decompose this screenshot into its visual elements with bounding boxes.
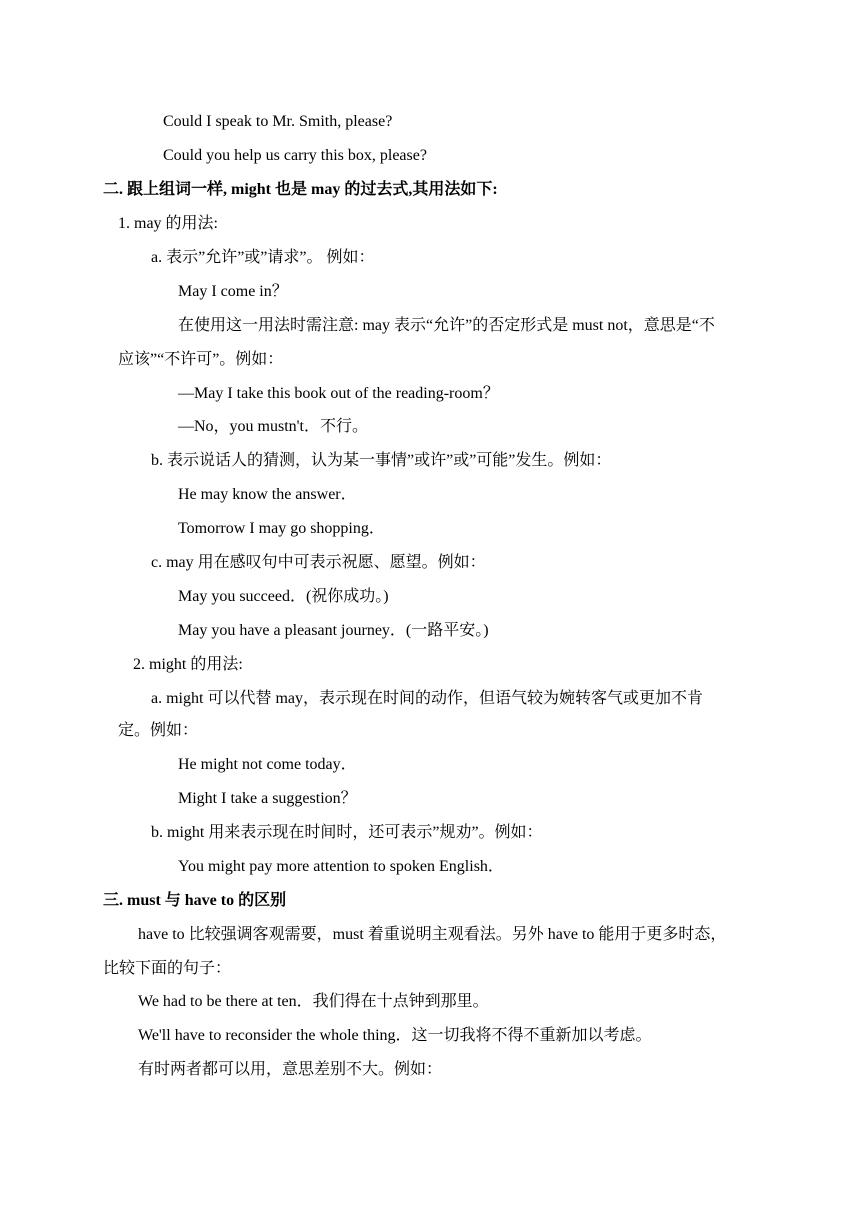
example-sentence: Could I speak to Mr. Smith, please? (163, 113, 393, 130)
section-heading: 二. 跟上组词一样, might 也是 may 的过去式,其用法如下: (103, 181, 498, 198)
example-sentence: We had to be there at ten．我们得在十点钟到那里。 (138, 993, 489, 1010)
usage-point-continued: 定。例如： (118, 722, 199, 739)
example-sentence: We'll have to reconsider the whole thing．这一切我将不得不重新加以考虑。 (138, 1027, 652, 1044)
body-paragraph: 有时两者都可以用，意思差别不大。例如： (138, 1061, 443, 1078)
note-paragraph-continued: 应该”“不许可”。例如： (118, 351, 284, 368)
example-sentence: Might I take a suggestion？ (178, 790, 357, 807)
subsection-heading: 1. may 的用法: (118, 215, 218, 232)
subsection-heading: 2. might 的用法: (133, 656, 243, 673)
example-sentence: —May I take this book out of the reading-room？ (178, 385, 499, 402)
body-paragraph-continued: 比较下面的句子： (103, 960, 232, 977)
usage-point: b. 表示说话人的猜测，认为某一事情”或许”或”可能”发生。例如： (151, 452, 612, 469)
section-heading: 三. must 与 have to 的区别 (103, 892, 287, 909)
usage-point: a. might 可以代替 may，表示现在时间的动作，但语气较为婉转客气或更加不肯 (151, 690, 703, 707)
example-sentence: May I come in？ (178, 283, 288, 300)
example-sentence: He may know the answer． (178, 486, 357, 503)
body-paragraph: have to 比较强调客观需要，must 着重说明主观看法。另外 have to 能用于更多时态， (138, 926, 727, 943)
usage-point: c. may 用在感叹句中可表示祝愿、愿望。例如： (151, 554, 486, 571)
example-sentence: May you succeed．(祝你成功。) (178, 588, 389, 605)
example-sentence: You might pay more attention to spoken English． (178, 858, 504, 875)
note-paragraph: 在使用这一用法时需注意: may 表示“允许”的否定形式是 must not，意思是“不 (178, 317, 715, 334)
example-sentence: Could you help us carry this box, please? (163, 147, 427, 164)
example-sentence: —No，you mustn't．不行。 (178, 418, 369, 435)
example-sentence: He might not come today． (178, 756, 357, 773)
example-sentence: May you have a pleasant journey．(一路平安。) (178, 622, 489, 639)
usage-point: b. might 用来表示现在时间时，还可表示”规劝”。例如： (151, 824, 543, 841)
usage-point: a. 表示”允许”或”请求”。 例如： (151, 249, 375, 266)
example-sentence: Tomorrow I may go shopping． (178, 520, 385, 537)
